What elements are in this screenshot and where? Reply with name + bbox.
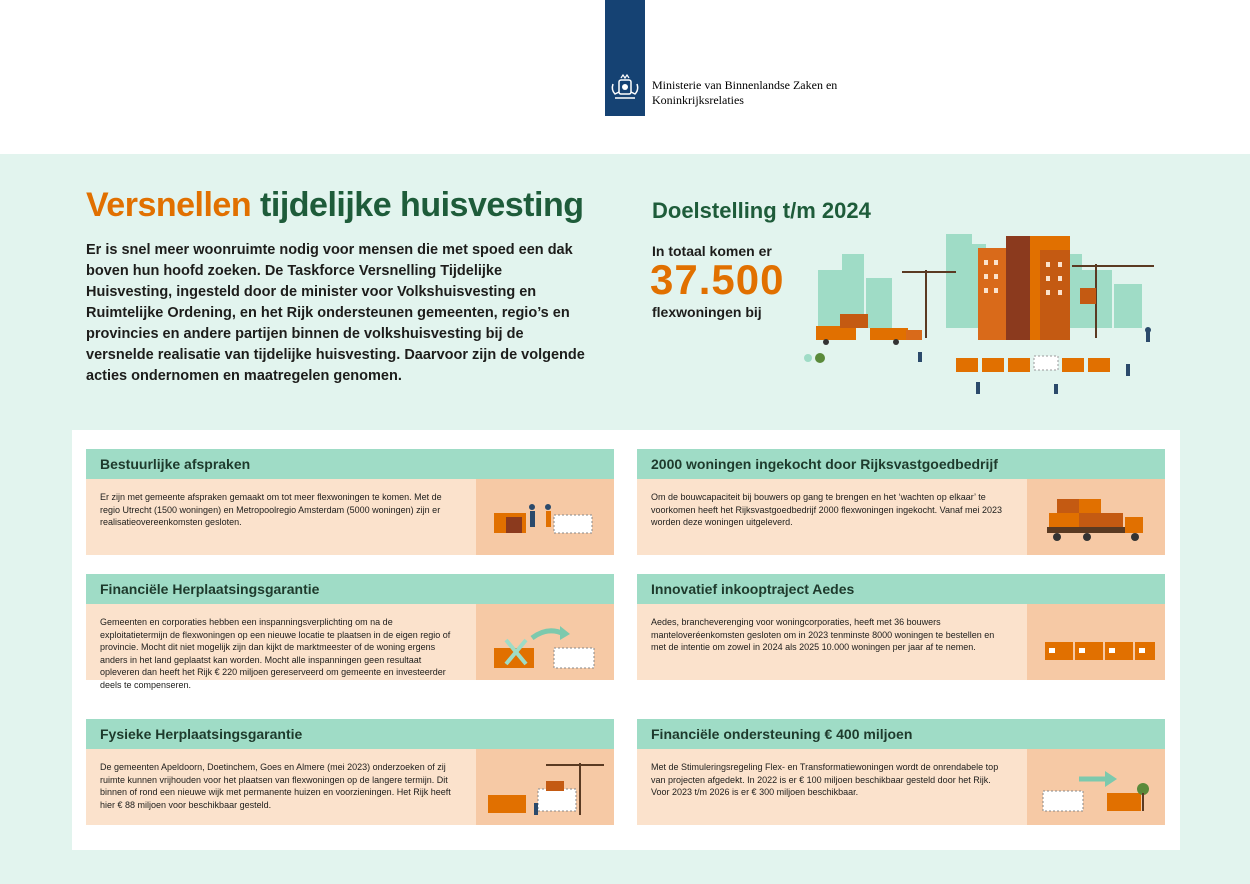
card-bestuurlijke-afspraken — [86, 449, 614, 555]
city-construction-illustration — [796, 214, 1176, 404]
coat-of-arms-icon — [609, 74, 641, 104]
crane-houses-icon — [476, 749, 614, 825]
card-illustration — [476, 749, 614, 825]
card-text: Er zijn met gemeente afspraken gemaakt om tot meer flexwoningen te komen. Met de regio Utrecht (1500 woningen) en Metropoolregio Amsterdam (5000 woningen) zijn er realisatieovereenkomsten gesloten. — [100, 492, 442, 527]
card-header — [637, 449, 1165, 479]
card-header — [637, 719, 1165, 749]
card-illustration — [1027, 604, 1165, 680]
page-title-highlight: Versnellen — [86, 186, 252, 224]
card-title: 2000 woningen ingekocht door Rijksvastgoedbedrijf — [651, 456, 998, 472]
card-body — [86, 479, 614, 555]
card-text: Gemeenten en corporaties hebben een inspanningsverplichting om na de exploitatietermijn de flexwoningen op een nieuwe locatie te plaatsen in de eigen regio of provincie. Mocht dit niet mogelijk zijn dan kijkt de marktmeester of de woning ergens anders in het land geplaatst kan worden. Mocht alle inspanningen geen resultaat opleveren dan heeft het Rijk € 220 miljoen gereserveerd om gemeente en investeerder deels te compenseren. — [100, 617, 451, 690]
card-fysieke-herplaatsingsgarantie — [86, 719, 614, 825]
intro-text: Er is snel meer woonruimte nodig voor mensen die met spoed een dak boven hun hoofd zoeken. De Taskforce Versnelling Tijdelijke Huisvesting, ingesteld door de minister voor Volkshuisvesting en Ruimtelijke Ordening, en het Rijk ondersteunen gemeenten, regio’s en provincies en andere partijen binnen de volkshuisvesting bij de versnelde realisatie van tijdelijke huisvesting. Daarvoor zijn de volgende acties ondernomen en maatregelen genomen. — [86, 242, 585, 384]
relocate-house-icon — [476, 604, 614, 680]
ministry-name-line1: Ministerie van Binnenlandse Zaken en — [652, 78, 838, 92]
ministry-name — [652, 78, 852, 108]
card-body — [86, 749, 614, 825]
header — [0, 0, 1250, 154]
card-header — [637, 574, 1165, 604]
card-header — [86, 574, 614, 604]
card-text: Om de bouwcapaciteit bij bouwers op gang te brengen en het ‘wachten op elkaar’ te voorkomen heeft het Rijksvastgoedbedrijf 2000 flexwoningen ingekocht. Vanaf mei 2023 worden deze woningen uitgeleverd. — [651, 492, 1003, 527]
goal-title: Doelstelling t/m 2024 — [652, 198, 871, 223]
page-title-rest: tijdelijke huisvesting — [251, 186, 584, 224]
card-text: Aedes, brancheverenging voor woningcorporaties, heeft met 36 bouwers manteloveréenkomsten gesloten om in 2023 tenminste 8000 woningen te bestellen en met de intentie om zowel in 2024 als 2025 10.000 woningen per jaar af te nemen. — [651, 617, 995, 652]
card-financiele-ondersteuning — [637, 719, 1165, 825]
card-text: Met de Stimuleringsregeling Flex- en Transformatiewoningen wordt de onrendabele top van projecten afgedekt. In 2022 is er € 100 miljoen beschikbaar gesteld door het Rijk. Voor 2023 t/m 2026 is er € 300 miljoen beschikbaar. — [651, 762, 999, 797]
card-header — [86, 719, 614, 749]
page-title — [86, 186, 583, 225]
card-title: Bestuurlijke afspraken — [100, 456, 251, 472]
handshake-houses-icon — [476, 479, 614, 555]
card-body — [637, 604, 1165, 680]
row-houses-icon — [1027, 604, 1165, 680]
ministry-name-line2: Koninkrijksrelaties — [652, 93, 744, 107]
truck-houses-icon — [1027, 479, 1165, 555]
card-illustration — [476, 479, 614, 555]
transform-house-icon — [1027, 749, 1165, 825]
card-body — [86, 604, 614, 690]
card-title: Innovatief inkooptraject Aedes — [651, 581, 855, 597]
goal-pre-text: In totaal komen er — [652, 243, 772, 259]
goal-number: 37.500 — [650, 256, 785, 303]
card-financiele-herplaatsingsgarantie — [86, 574, 614, 690]
card-body — [637, 479, 1165, 555]
card-body — [637, 749, 1165, 825]
card-2000-woningen — [637, 449, 1165, 555]
card-illustration — [476, 604, 614, 680]
card-text: De gemeenten Apeldoorn, Doetinchem, Goes en Almere (mei 2023) onderzoeken of zij ruimte kunnen vrijhouden voor het plaatsen van flexwoningen op de langere termijn. Dit binnen of rond een nieuwe wijk met permanente huizen en voorzieningen. Het Rijk heeft hier € 88 miljoen voor beschikbaar gesteld. — [100, 762, 451, 810]
card-title: Fysieke Herplaatsingsgarantie — [100, 726, 303, 742]
rijksoverheid-logo — [605, 0, 645, 116]
card-title: Financiële ondersteuning € 400 miljoen — [651, 726, 913, 742]
card-illustration — [1027, 749, 1165, 825]
card-title: Financiële Herplaatsingsgarantie — [100, 581, 320, 597]
card-innovatief-inkooptraject — [637, 574, 1165, 680]
goal-post-text: flexwoningen bij — [652, 304, 762, 320]
card-illustration — [1027, 479, 1165, 555]
card-header — [86, 449, 614, 479]
